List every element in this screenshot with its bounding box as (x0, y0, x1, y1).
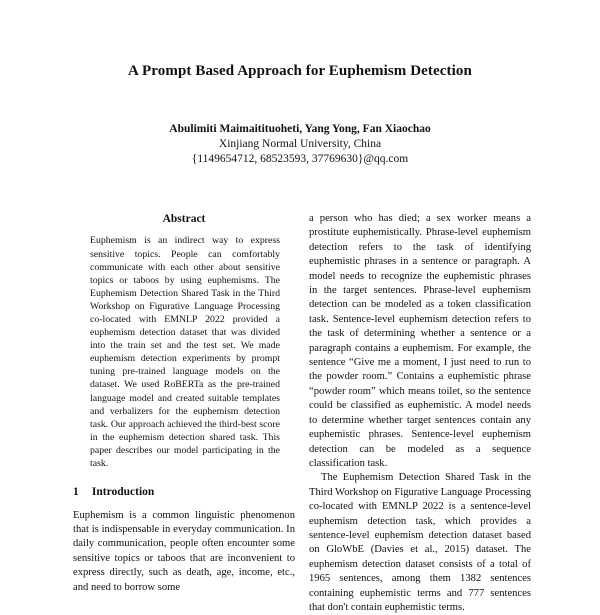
section-title: Introduction (91, 486, 155, 499)
affiliation: Xinjiang Normal University, China (218, 138, 382, 150)
paper-title: A Prompt Based Approach for Euphemism Detection (128, 63, 472, 79)
author-block (0, 122, 600, 167)
section-number: 1 (73, 486, 79, 499)
body-paragraph-2: The Euphemism Detection Shared Task in the Third Workshop on Figurative Language Processing co-located with EMNLP 2022 is a sentence-level euphemism detection task, which provides a sentence-level euphemism detection dataset based on GloWbE (Davies et al., 2015) dataset. The euphemism detection dataset consists of a total of 1965 sentences, among them 1382 sentences containing euphemistic terms and 777 sentences that don't contain euphemistic terms. (309, 472, 531, 613)
left-column (73, 212, 295, 595)
author-names: Abulimiti Maimaitituoheti, Yang Yong, Fan Xiaochao (169, 123, 431, 135)
right-column (309, 212, 531, 615)
body-paragraph-1: a person who has died; a sex worker means a prostitute euphemistically. Phrase-level euphemism detection refers to the task of identifying euphemistic phrases in a sentence or paragraph. A model needs to recognize the euphemistic phrases in the target sentences. Phrase-level euphemism detection can be modeled as a token classification task. Sentence-level euphemism detection refers to the task of determining whether a sentence or a paragraph contains a euphemism. For example, the sentence “Give me a moment, I just need to run to the powder room.” Contains a euphemistic phrase “powder room” which means toilet, so the sentence could be classified as euphemistic. A model needs to determine whether target sentences contain any euphemistic phrases. Sentence-level euphemism detection can be modeled as a sequence classification task. (309, 213, 531, 469)
section-heading-introduction (73, 485, 295, 499)
abstract-heading: Abstract (162, 213, 206, 225)
author-emails: {1149654712, 68523593, 37769630}@qq.com (191, 153, 409, 165)
abstract-text: Euphemism is an indirect way to express sensitive topics. People can comfortably communicate with each other about sensitive topics or taboos by using euphemisms. The Euphemism Detection Shared Task in the Third Workshop on Figurative Language Processing co-located with EMNLP 2022 provided a euphemism detection dataset that was divided into the train set and the test set. We made euphemism detection experiments by prompt tuning pre-trained language models on the dataset. We used RoBERTa as the pre-trained language model and created suitable templates and verbalizers for the euphemism detection task. Our approach achieved the third-best score in the euphemism detection shared task. This paper describes our model participating in the task. (90, 235, 280, 469)
intro-paragraph-1: Euphemism is a common linguistic phenomenon that is indispensable in everyday communication. In daily communication, people often encounter some sensitive topics or taboos that are inconvenient to express directly, such as death, age, income, etc., and need to borrow some (73, 509, 295, 593)
